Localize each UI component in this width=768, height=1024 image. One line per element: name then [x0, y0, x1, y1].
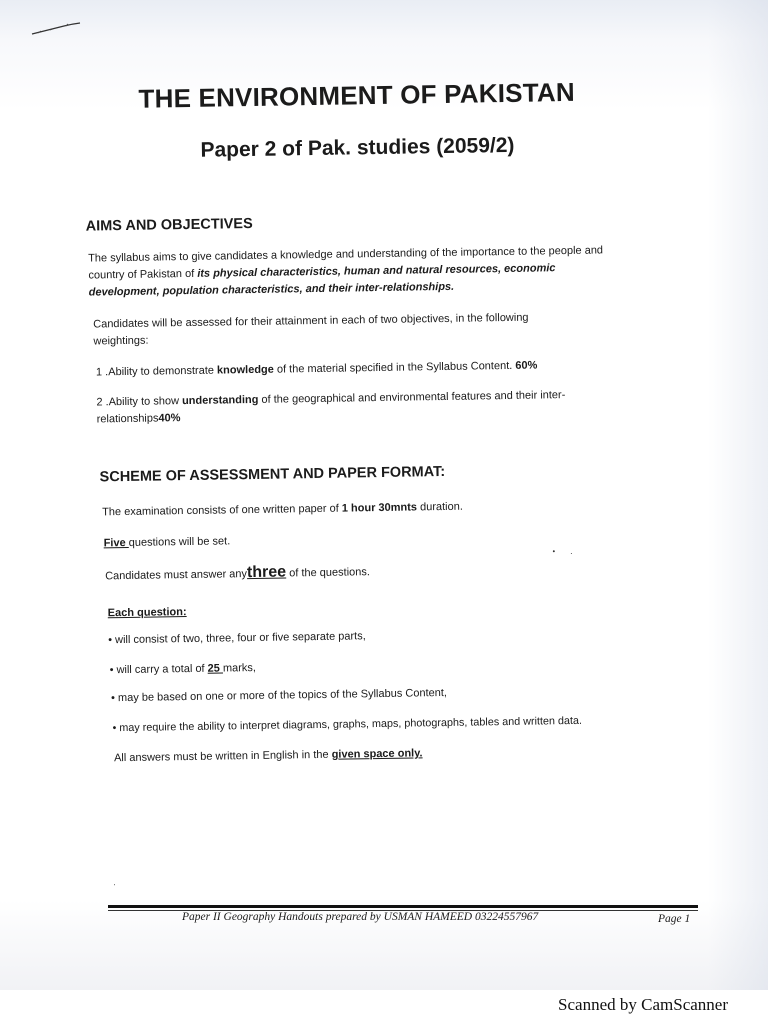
english-answers-line: [114, 742, 634, 767]
five-word: Five: [103, 536, 129, 550]
objective-1: [96, 356, 616, 381]
objective-2-suffix-line-2: relationships: [96, 412, 159, 426]
aims-intro-emphasis: its physical characteristics, human and natural resources, economic development, population characteristics, and their inter-relationships.: [88, 262, 556, 299]
objective-2-prefix: 2 .Ability to show: [96, 395, 183, 409]
assessment-weightings-paragraph: [93, 308, 603, 350]
bullet-marks-prefix: • will carry a total of: [109, 662, 208, 677]
exam-duration-value: 1 hour 30mnts: [341, 501, 418, 515]
objective-1-keyword: knowledge: [216, 363, 274, 377]
bullet-syllabus: • may be based on one or more of the topics of the Syllabus Content,: [110, 686, 448, 705]
aims-intro-paragraph: [88, 242, 609, 301]
each-question-heading: Each question:: [107, 606, 187, 620]
objective-1-suffix: of the material specified in the Syllabus Content.: [273, 359, 516, 376]
exam-duration-prefix: The examination consists of one written paper of: [102, 502, 342, 519]
page-number: Page 1: [658, 913, 691, 925]
scan-speck: [571, 553, 572, 554]
answer-three-emphasis: three: [246, 563, 287, 582]
document-subtitle: Paper 2 of Pak. studies (2059/2): [200, 133, 515, 162]
bullet-interpret: • may require the ability to interpret diagrams, graphs, maps, photographs, tables and written data.: [112, 714, 583, 735]
each-question-label: [108, 602, 308, 622]
bullet-marks-value: 25: [207, 662, 224, 675]
footer-credit: Paper II Geography Handouts prepared by USMAN HAMEED 03224557967: [182, 911, 539, 923]
bullet-marks-suffix: marks,: [222, 661, 257, 675]
exam-duration-suffix: duration.: [416, 500, 463, 514]
assessment-line-2: weightings:: [93, 334, 149, 348]
objective-2-suffix-line-1: of the geographical and environmental features and their inter-: [258, 389, 566, 406]
bullet-marks: [110, 656, 510, 679]
scan-speck: [114, 884, 115, 885]
answer-prefix: Candidates must answer any: [105, 568, 248, 583]
objective-2: [96, 386, 636, 428]
english-emphasis: given space only.: [331, 747, 423, 761]
english-prefix: All answers must be written in English in the: [113, 748, 332, 765]
objective-2-weight: 40%: [158, 412, 181, 425]
camscanner-watermark: Scanned by CamScanner: [558, 995, 728, 1014]
five-questions-line: [104, 529, 504, 552]
five-questions-text: questions will be set.: [128, 535, 231, 549]
aims-intro-text: The syllabus aims to give candidates a knowledge and understanding of the importance to the people and country of Pakistan of: [88, 244, 604, 282]
document-title: THE ENVIRONMENT OF PAKISTAN: [138, 76, 576, 114]
objective-2-keyword: understanding: [181, 393, 259, 408]
objective-1-prefix: 1 .Ability to demonstrate: [95, 364, 218, 379]
scheme-heading: SCHEME OF ASSESSMENT AND PAPER FORMAT:: [99, 463, 446, 486]
assessment-line-1: Candidates will be assessed for their attainment in each of two objectives, in the following: [93, 311, 529, 331]
exam-duration-line: [102, 496, 622, 521]
scan-speck: [553, 550, 555, 552]
answer-suffix: of the questions.: [286, 566, 370, 580]
bullet-parts: • will consist of two, three, four or five separate parts,: [108, 630, 366, 647]
objective-1-weight: 60%: [515, 359, 538, 372]
aims-heading: AIMS AND OBJECTIVES: [85, 215, 253, 235]
footer-rule-thick: [108, 905, 698, 908]
answer-three-line: [105, 560, 525, 586]
